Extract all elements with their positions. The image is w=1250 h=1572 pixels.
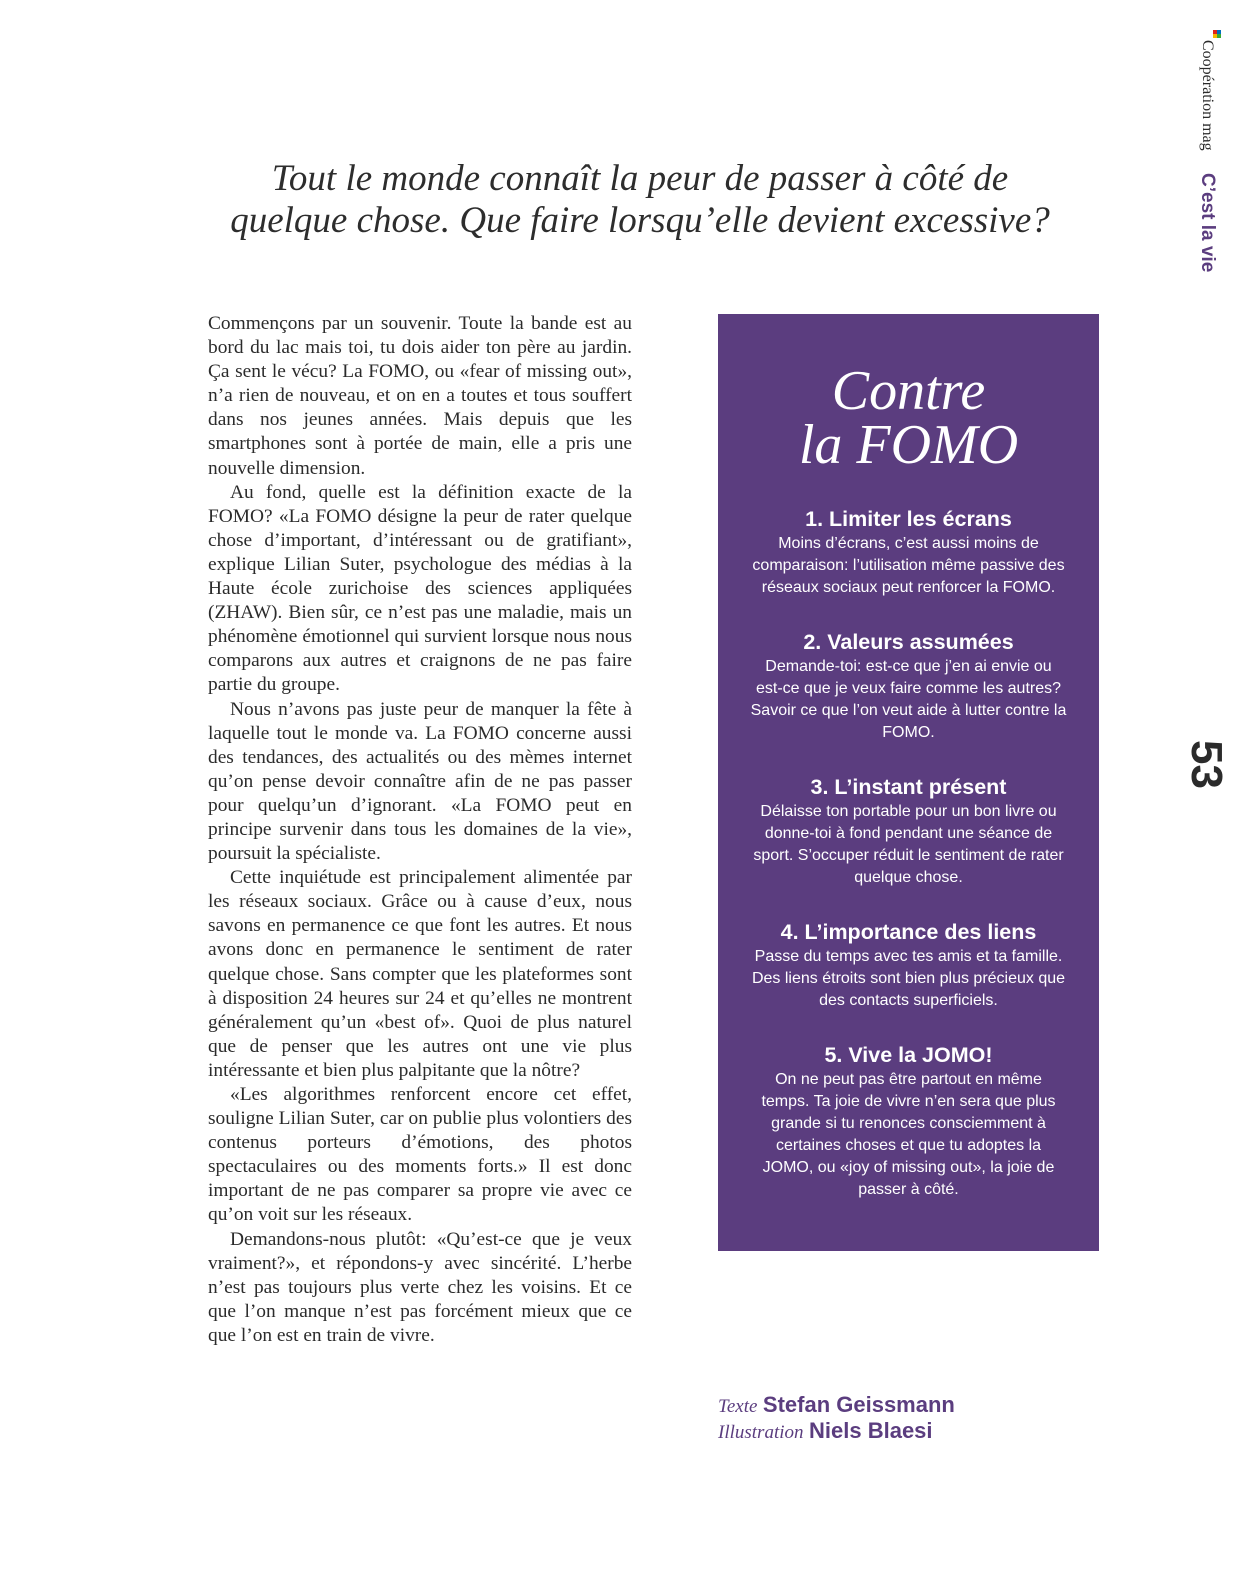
tip-heading: 3. L’instant présent: [810, 775, 1007, 799]
article-body: [208, 312, 632, 1348]
illustrator-name: Niels Blaesi: [809, 1418, 933, 1443]
credit-illustration: [718, 1419, 955, 1445]
tip-text: On ne peut pas être partout en même temps. Ta joie de vivre n’en sera que plus grande si tu renonces consciemment à certaines choses et que tu adoptes la JOMO, ou «joy of missing out», la joie de passer à côté.: [761, 1071, 1056, 1198]
credit-text: [718, 1393, 955, 1419]
tips-box-title: [718, 360, 1099, 476]
author-name: Stefan Geissmann: [762, 1392, 955, 1417]
body-paragraph: Nous n’avons pas juste peur de manquer la fête à laquelle tout le monde va. La FOMO concerne aussi des tendances, des actualités ou des mèmes internet qu’on pense devoir connaître afin de ne pas passer pour quelqu’un d’ignorant. «La FOMO peut en principe survenir dans tous les domaines de la vie», poursuit la spécialiste.: [208, 698, 632, 865]
lead-paragraph: [180, 158, 1100, 242]
tip-heading: 5. Vive la JOMO!: [824, 1043, 993, 1067]
credit-label: Texte: [718, 1396, 758, 1417]
tip-item: [718, 1042, 1099, 1201]
tips-list: [718, 506, 1099, 1201]
magazine-name: Coopération mag: [1199, 40, 1216, 151]
section-name: C’est la vie: [1197, 172, 1218, 272]
body-paragraph: Demandons-nous plutôt: «Qu’est-ce que je veux vraiment?», et répondons-y avec sincérité. L’herbe n’est pas toujours plus verte chez les voisins. Et ce que l’on manque n’est pas forcément mieux que ce que l’on est en train de vivre.: [208, 1228, 632, 1346]
tip-heading: 2. Valeurs assumées: [803, 630, 1014, 654]
body-paragraph: Commençons par un souvenir. Toute la bande est au bord du lac mais toi, tu dois aider ton père au jardin. Ça sent le vécu? La FOMO, ou «fear of missing out», n’a rien de nouveau, et on en a toutes et tous souffert dans nos jeunes années. Mais depuis que les smartphones sont à portée de main, elle a pris une nouvelle dimension.: [208, 313, 632, 479]
tip-text: Moins d’écrans, c’est aussi moins de comparaison: l’utilisation même passive des réseaux sociaux peut renforcer la FOMO.: [752, 535, 1065, 596]
credit-label: Illustration: [718, 1422, 804, 1443]
body-paragraph: Au fond, quelle est la définition exacte de la FOMO? «La FOMO désigne la peur de rater quelque chose d’important, d’intéressant ou de gratifiant», explique Lilian Suter, psychologue des médias à la Haute école zurichoise des sciences appliquées (ZHAW). Bien sûr, ce n’est pas une maladie, mais un phénomène émotionnel qui survient lorsque nous nous comparons aux autres et craignons de ne pas faire partie du groupe.: [208, 481, 632, 696]
body-paragraph: Cette inquiétude est principalement alimentée par les réseaux sociaux. Grâce ou à cause d’eux, nous savons en permanence ce que font les autres. Et nous avons donc en permanence le sentiment de rater quelque chose. Sans compter que les plateformes sont à disposition 24 heures sur 24 et qu’elles ne montrent généralement qu’un «best of». Quoi de plus naturel que de penser que les autres ont une vie plus intéressante et bien plus palpitante que la nôtre?: [208, 867, 632, 1081]
tip-text: Demande-toi: est-ce que j’en ai envie ou est-ce que je veux faire comme les autres? Savoir ce que l’on veut aide à lutter contre la FOMO.: [750, 658, 1067, 741]
credits: [718, 1393, 955, 1445]
page-number: 53: [1182, 740, 1231, 789]
lead-line: Tout le monde connaît la peur de passer à côté de: [271, 158, 1009, 199]
tip-text: Délaisse ton portable pour un bon livre ou donne-toi à fond pendant une séance de sport. S’occuper réduit le sentiment de rater quelque chose.: [753, 803, 1064, 886]
tip-item: [718, 506, 1099, 599]
tips-box-title-line: Contre: [831, 360, 986, 422]
tip-text: Passe du temps avec tes amis et ta famille. Des liens étroits sont bien plus précieux que des contacts superficiels.: [751, 948, 1066, 1009]
tip-item: [718, 774, 1099, 889]
brand-logo-icon: [1213, 30, 1221, 38]
lead-line: quelque chose. Que faire lorsqu’elle devient excessive?: [230, 200, 1050, 241]
body-paragraph: «Les algorithmes renforcent encore cet effet, souligne Lilian Suter, car on publie plus volontiers des contenus porteurs d’émotions, des photos spectaculaires ou des moments forts.» Il est donc important de ne pas comparer sa propre vie avec ce qu’on voit sur les réseaux.: [208, 1084, 632, 1226]
tips-box: [718, 314, 1099, 1251]
tips-box-title-line: la FOMO: [798, 414, 1019, 476]
tip-heading: 4. L’importance des liens: [780, 920, 1037, 944]
tip-heading: 1. Limiter les écrans: [805, 507, 1012, 531]
sidebar-running-head: [1196, 40, 1226, 360]
tip-item: [718, 629, 1099, 744]
tip-item: [718, 919, 1099, 1012]
